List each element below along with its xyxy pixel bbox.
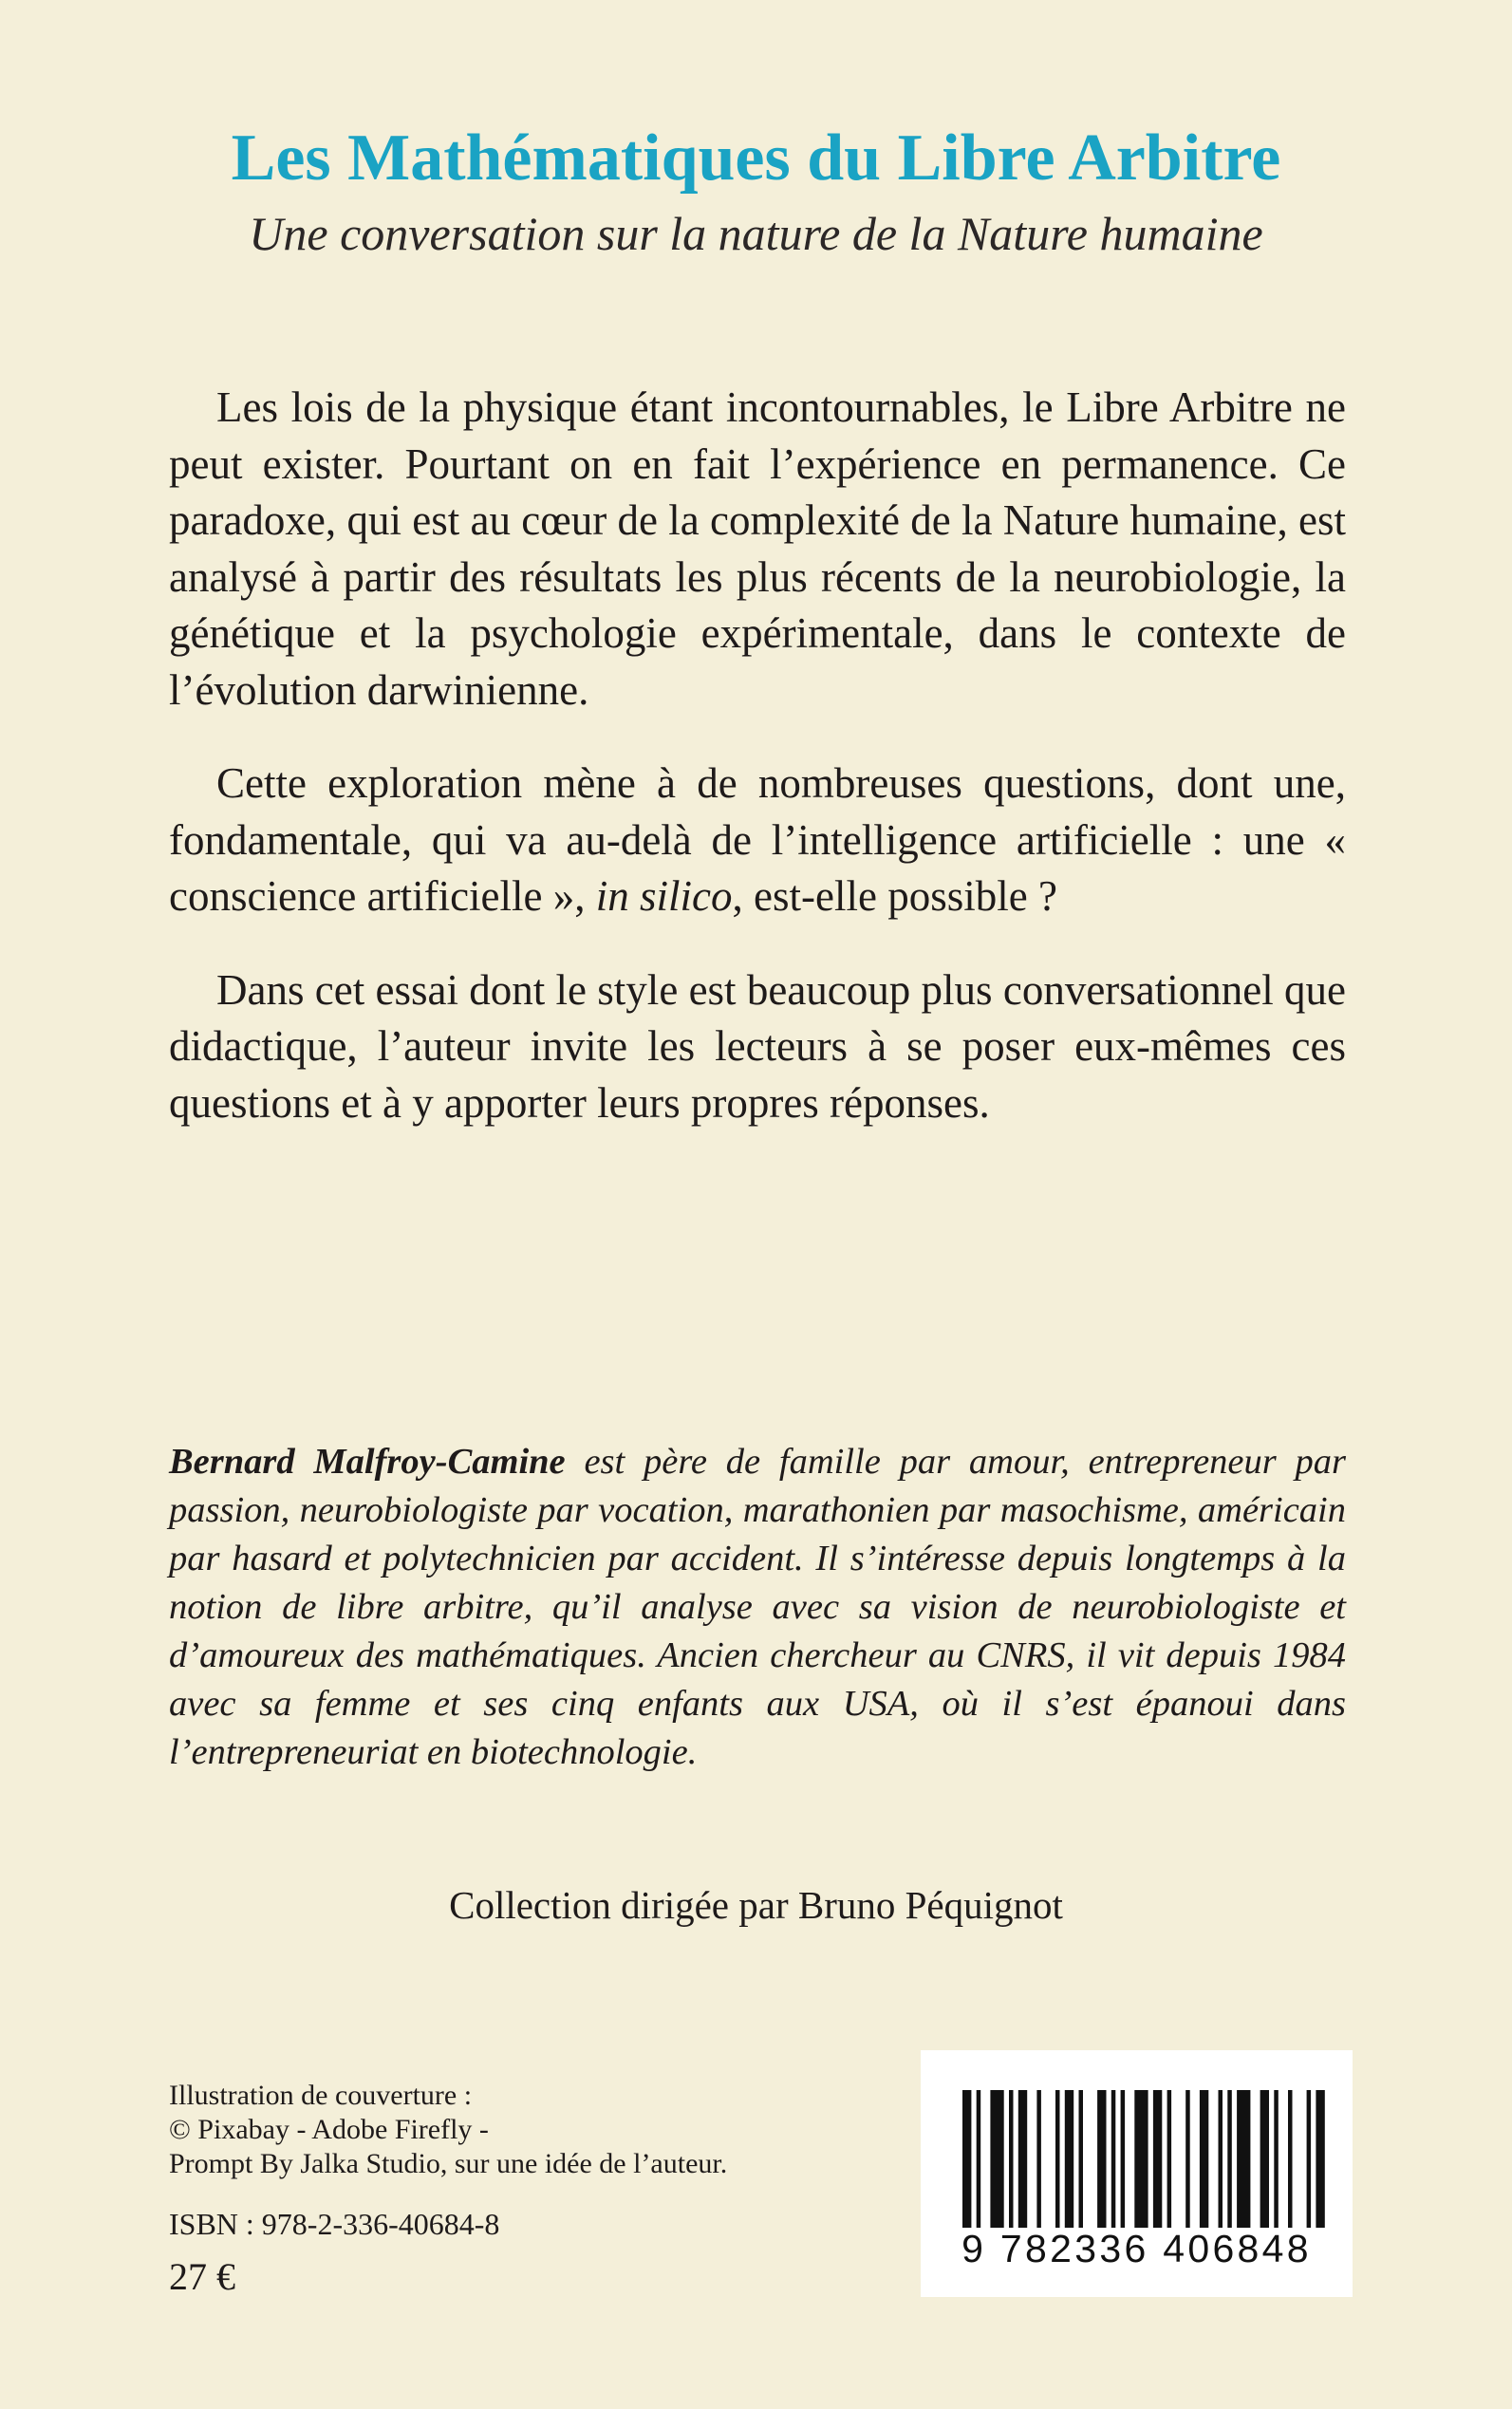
- barcode-bar: [977, 2090, 981, 2228]
- blurb-paragraph-2-end: , est-elle possible ?: [732, 872, 1057, 920]
- barcode-bar: [1307, 2090, 1312, 2228]
- barcode-bar: [1055, 2090, 1060, 2228]
- barcode-digits: 9 782336 406848: [961, 2227, 1312, 2270]
- blurb-paragraph-3: Dans cet essai dont le style est beaucoup plus conversationnel que didactique, l’auteur invite les lecteurs à se poser eux-mêmes ces questions et à y apporter leurs propres réponses.: [169, 965, 1346, 1127]
- barcode-bar: [1260, 2090, 1269, 2228]
- barcode-bar: [1185, 2090, 1190, 2228]
- barcode-bar: [1219, 2090, 1223, 2228]
- barcode-bar: [1111, 2090, 1116, 2228]
- barcode-bar: [1153, 2090, 1162, 2228]
- collection-line: Collection dirigée par Bruno Péquignot: [449, 1883, 1063, 1927]
- barcode-bar: [1134, 2090, 1148, 2228]
- barcode-bar: [1316, 2090, 1324, 2228]
- in-silico-italic: in silico: [595, 872, 733, 920]
- blurb: [169, 380, 1346, 1168]
- barcode-bar: [1274, 2090, 1279, 2228]
- barcode-bar: [1065, 2090, 1073, 2228]
- book-subtitle: Une conversation sur la nature de la Nature humaine: [249, 207, 1263, 260]
- author-name: Bernard Malfroy-Camine: [169, 1442, 566, 1482]
- credit-line-3: Prompt By Jalka Studio, sur une idée de l’auteur.: [169, 2148, 728, 2179]
- barcode-bar: [1036, 2090, 1041, 2228]
- blurb-paragraph-1: Les lois de la physique étant incontournables, le Libre Arbitre ne peut exister. Pourtant on en fait l’expérience en permanence. Ce paradoxe, qui est au cœur de la complexité de la Nature humaine, est analysé à partir des résultats les plus récents de la neurobiologie, la génétique et la psychologie expérimentale, dans le contexte de l’évolution darwinienne.: [169, 383, 1346, 714]
- barcode-bar: [1237, 2090, 1250, 2228]
- barcode-bar: [990, 2090, 1003, 2228]
- barcode-bar: [1121, 2090, 1126, 2228]
- barcode-bar: [1018, 2090, 1027, 2228]
- author-bio: [169, 1438, 1346, 1777]
- barcode: [921, 2050, 1353, 2297]
- barcode-bar: [1079, 2090, 1084, 2228]
- price: 27 €: [169, 2255, 235, 2298]
- barcode-bar: [1288, 2090, 1293, 2228]
- illustration-credits: [169, 2079, 727, 2181]
- barcode-bar: [1227, 2090, 1232, 2228]
- credit-line-2: © Pixabay - Adobe Firefly -: [169, 2114, 489, 2145]
- credit-line-1: Illustration de couverture :: [169, 2080, 473, 2111]
- barcode-bar: [962, 2090, 971, 2228]
- author-bio-text: est père de famille par amour, entrepreneur par passion, neurobiologiste par vocation, marathonien par masochisme, américain par hasard et polytechnicien par accident. Il s’intéresse depuis longtemps à la notion de libre arbitre, qu’il analyse avec sa vision de neurobiologiste et d’amoureux des mathématiques. Ancien chercheur au CNRS, il vit depuis 1984 avec sa femme et ses cinq enfants aux USA, où il s’est épanoui dans l’entrepreneuriat en biotechnologie.: [169, 1442, 1347, 1772]
- book-title: Les Mathématiques du Libre Arbitre: [231, 121, 1281, 195]
- isbn: ISBN : 978-2-336-40684-8: [169, 2207, 500, 2241]
- blurb-paragraph-2: [169, 756, 1346, 925]
- barcode-bar: [1009, 2090, 1014, 2228]
- blurb-paragraph-2-start: Cette exploration mène à de nombreuses questions, dont une, fondamentale, qui va au-delà de l’intelligence artificielle : une « conscience artificielle »,: [169, 759, 1346, 920]
- barcode-bar: [1097, 2090, 1106, 2228]
- barcode-bar: [1167, 2090, 1172, 2228]
- barcode-bar: [1200, 2090, 1208, 2228]
